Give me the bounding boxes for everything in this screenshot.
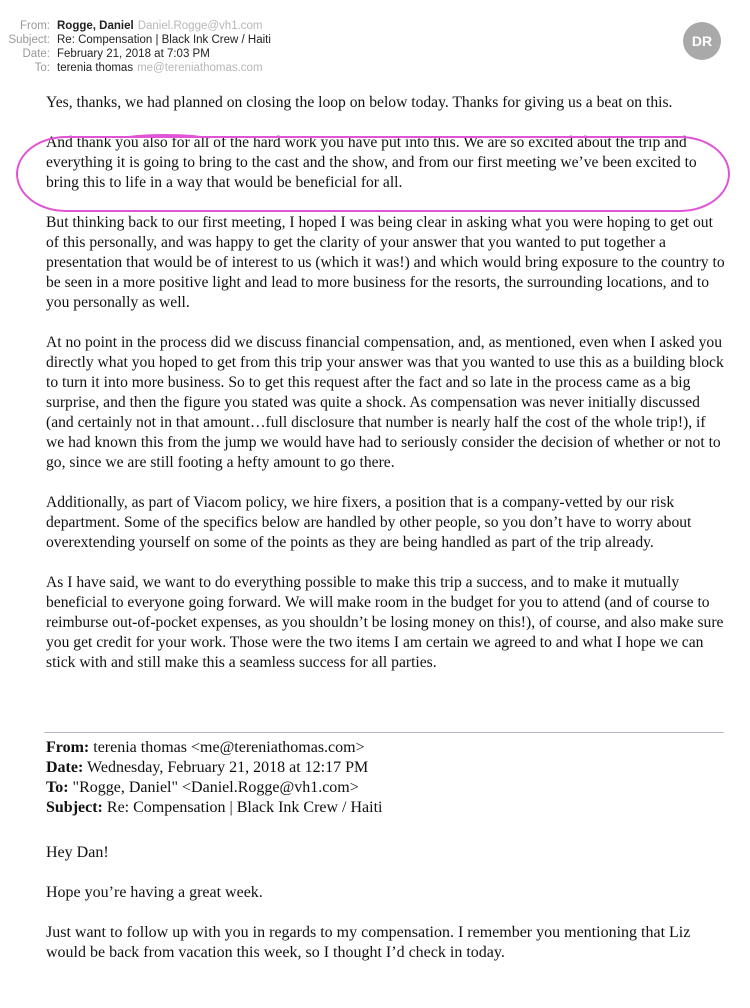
- from-row: [0, 19, 400, 33]
- quoted-to-label: To:: [46, 779, 69, 796]
- body-paragraph: Yes, thanks, we had planned on closing the loop on below today. Thanks for giving us a beat on this.: [46, 94, 673, 111]
- date-label: Date:: [22, 48, 50, 60]
- to-row: [0, 61, 400, 75]
- quoted-subject: [46, 798, 726, 818]
- quoted-subject-value: Re: Compensation | Black Ink Crew / Haiti: [106, 799, 383, 816]
- subject-label: Subject:: [8, 34, 50, 46]
- quoted-to-value: "Rogge, Daniel" <Daniel.Rogge@vh1.com>: [72, 779, 359, 796]
- body-paragraph: As I have said, we want to do everything possible to make this trip a success, and to make it mutually beneficial to everyone going forward. We will make room in the budget for you to attend (and of course to reimburse out-of-pocket expenses, as you shouldn’t be losing money on this!), of course, and also make sure you get credit for your work. Those were the two items I am certain we agreed to and what I hope we can stick with and still make this a seamless success for all parties.: [46, 574, 724, 671]
- date-row: [0, 47, 400, 61]
- sender-email[interactable]: Daniel.Rogge@vh1.com: [137, 20, 263, 32]
- quoted-body: [46, 843, 726, 983]
- quoted-from: [46, 738, 726, 758]
- body-paragraph: At no point in the process did we discuss financial compensation, and, as mentioned, even when I asked you directly what you hoped to get from this trip your answer was that you wanted to use this as a building block to turn it into more business. So to get this request after the fact and so late in the process came as a big surprise, and then the figure you stated was quite a shock. As compensation was never initially discussed (and certainly not in that amount…full disclosure that number is nearly half the cost of the whole trip!), if we had known this from the jump we would have had to seriously consider the decision of whether or not to go, since we are still footing a hefty amount to go there.: [46, 334, 724, 471]
- quoted-date: [46, 758, 726, 778]
- subject-row: [0, 33, 400, 47]
- message-body: [46, 93, 726, 693]
- quoted-paragraph: Hey Dan!: [46, 844, 109, 861]
- recipient-name[interactable]: terenia thomas: [57, 62, 134, 74]
- sender-name[interactable]: Rogge, Daniel: [57, 20, 134, 32]
- quote-divider: [44, 732, 724, 733]
- date-value: February 21, 2018 at 7:03 PM: [57, 48, 210, 60]
- quoted-subject-label: Subject:: [46, 799, 103, 816]
- quoted-from-label: From:: [46, 739, 90, 756]
- body-paragraph-highlighted: And thank you also for all of the hard work you have put into this. We are so excited about the trip and everything it is going to bring to the cast and the show, and from our first meeting we’ve been excited to bring this to life in a way that would be beneficial for all.: [46, 134, 697, 191]
- body-paragraph: But thinking back to our first meeting, I hoped I was being clear in asking what you were hoping to get out of this personally, and was happy to get the clarity of your answer that you wanted to put together a presentation that would be of interest to us (which it was!) and which would bring exposure to the country to be seen in a more positive light and lead to more business for the resorts, the surrounding locations, and to you personally as well.: [46, 214, 725, 311]
- quoted-from-value: terenia thomas <me@tereniathomas.com>: [93, 739, 365, 756]
- quoted-paragraph: Just want to follow up with you in regards to my compensation. I remember you mentioning that Liz would be back from vacation this week, so I thought I’d check in today.: [46, 924, 691, 961]
- quoted-date-label: Date:: [46, 759, 84, 776]
- email-header: [0, 0, 750, 80]
- body-paragraph: Additionally, as part of Viacom policy, we hire fixers, a position that is a company-vetted by our risk department. Some of the specifics below are handled by other people, so you don’t have to worry about overextending yourself on some of the points as they are being handled as part of the trip already.: [46, 494, 692, 551]
- quoted-to: [46, 778, 726, 798]
- avatar: DR: [683, 22, 721, 60]
- quoted-paragraph: Hope you’re having a great week.: [46, 884, 263, 901]
- quoted-header: [46, 738, 726, 818]
- subject-value: Re: Compensation | Black Ink Crew / Haiti: [57, 34, 271, 46]
- from-label: From:: [19, 20, 50, 32]
- quoted-date-value: Wednesday, February 21, 2018 at 12:17 PM: [87, 759, 369, 776]
- to-label: To:: [34, 62, 50, 74]
- recipient-email[interactable]: me@tereniathomas.com: [137, 62, 263, 74]
